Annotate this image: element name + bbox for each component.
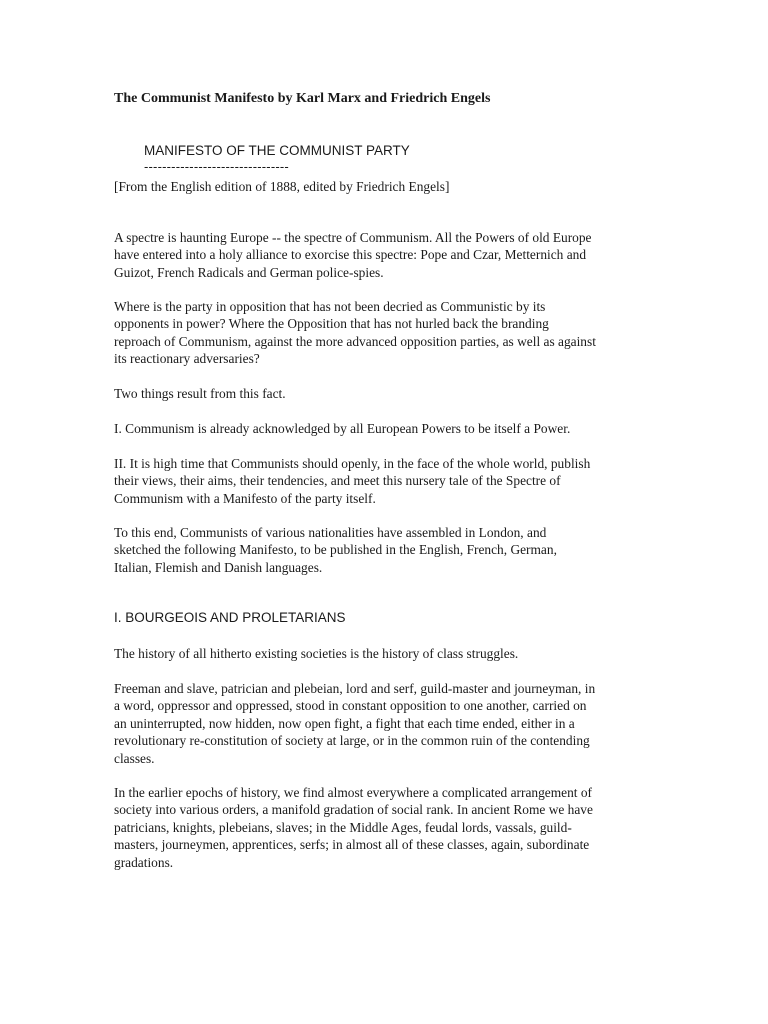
paragraph-line: reproach of Communism, against the more advanced opposition parties, as well as against bbox=[114, 333, 596, 349]
paragraph-line: a word, oppressor and oppressed, stood in constant opposition to one another, carried on bbox=[114, 698, 587, 714]
paragraph-line: its reactionary adversaries? bbox=[114, 351, 260, 367]
paragraph-2 bbox=[114, 298, 674, 368]
paragraph-5 bbox=[114, 455, 674, 507]
paragraph-7 bbox=[114, 645, 674, 662]
paragraph-line: gradations. bbox=[114, 854, 174, 870]
paragraph-3 bbox=[114, 385, 674, 402]
paragraph-line: their views, their aims, their tendencies, and meet this nursery tale of the Spectre of bbox=[114, 473, 561, 489]
paragraph-line: Two things result from this fact. bbox=[114, 386, 286, 401]
paragraph-line: Guizot, French Radicals and German police-spies. bbox=[114, 264, 384, 280]
paragraph-line: sketched the following Manifesto, to be published in the English, French, German, bbox=[114, 542, 557, 558]
paragraph-line: have entered into a holy alliance to exorcise this spectre: Pope and Czar, Metternich and bbox=[114, 247, 587, 263]
paragraph-1 bbox=[114, 229, 674, 281]
paragraph-9 bbox=[114, 784, 674, 871]
paragraph-line: opponents in power? Where the Opposition that has not hurled back the branding bbox=[114, 316, 549, 332]
section-heading: I. BOURGEOIS AND PROLETARIANS bbox=[114, 610, 346, 625]
paragraph-line: Italian, Flemish and Danish languages. bbox=[114, 559, 323, 575]
paragraph-line: masters, journeymen, apprentices, serfs; in almost all of these classes, again, subordinate bbox=[114, 837, 590, 853]
paragraph-line: II. It is high time that Communists should openly, in the face of the whole world, publish bbox=[114, 456, 591, 471]
manifesto-heading: MANIFESTO OF THE COMMUNIST PARTY bbox=[144, 143, 410, 158]
paragraph-line: In the earlier epochs of history, we find almost everywhere a complicated arrangement of bbox=[114, 785, 593, 800]
paragraph-6 bbox=[114, 524, 674, 576]
paragraph-line: To this end, Communists of various nationalities have assembled in London, and bbox=[114, 525, 547, 540]
dash-separator: -------------------------------- bbox=[144, 159, 289, 174]
paragraph-line: patricians, knights, plebeians, slaves; in the Middle Ages, feudal lords, vassals, guild- bbox=[114, 819, 572, 835]
paragraph-line: an uninterrupted, now hidden, now open fight, a fight that each time ended, either in a bbox=[114, 715, 575, 731]
paragraph-line: Freeman and slave, patrician and plebeian, lord and serf, guild-master and journeyman, in bbox=[114, 681, 596, 696]
document-title: The Communist Manifesto by Karl Marx and Friedrich Engels bbox=[114, 91, 491, 106]
paragraph-line: Communism with a Manifesto of the party itself. bbox=[114, 490, 376, 506]
edition-note: [From the English edition of 1888, edited by Friedrich Engels] bbox=[114, 179, 450, 194]
paragraph-line: society into various orders, a manifold gradation of social rank. In ancient Rome we have bbox=[114, 802, 593, 818]
paragraph-line: revolutionary re-constitution of society at large, or in the common ruin of the contending bbox=[114, 733, 590, 749]
paragraph-line: Where is the party in opposition that has not been decried as Communistic by its bbox=[114, 299, 546, 314]
paragraph-4 bbox=[114, 420, 674, 437]
paragraph-line: I. Communism is already acknowledged by all European Powers to be itself a Power. bbox=[114, 421, 571, 436]
paragraph-8 bbox=[114, 680, 674, 767]
paragraph-line: The history of all hitherto existing societies is the history of class struggles. bbox=[114, 646, 519, 661]
paragraph-line: classes. bbox=[114, 750, 155, 766]
paragraph-line: A spectre is haunting Europe -- the spectre of Communism. All the Powers of old Europe bbox=[114, 230, 592, 245]
